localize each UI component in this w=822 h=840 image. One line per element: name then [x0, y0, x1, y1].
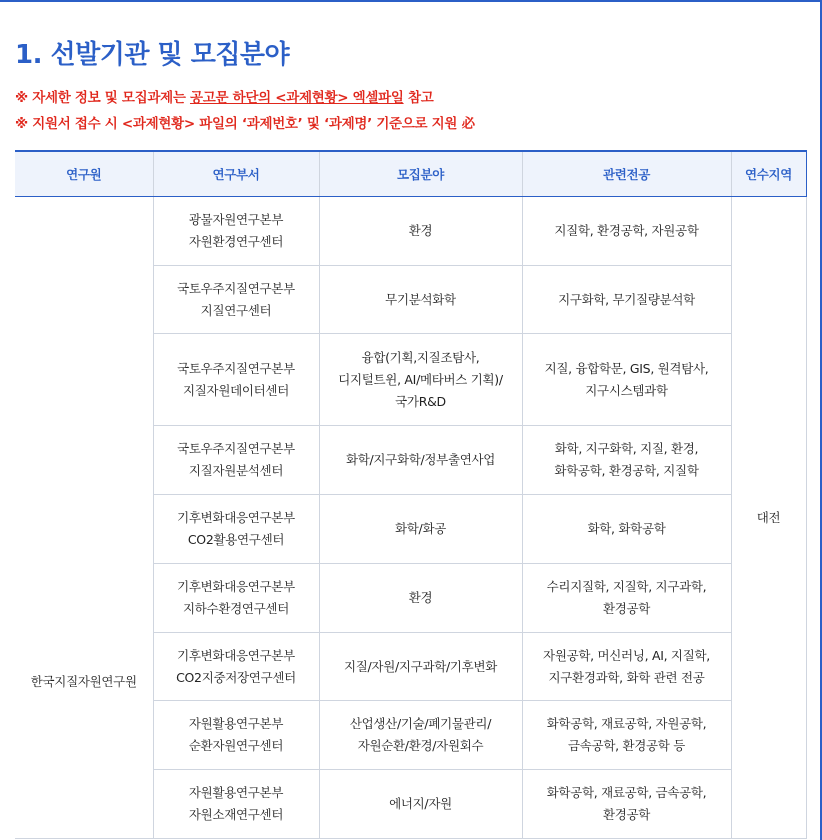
major-line: 화학, 지구화학, 지질, 환경,	[554, 441, 699, 456]
major-cell	[522, 770, 731, 839]
notice-line-1-suffix: 참고	[403, 90, 434, 106]
major-line: 지구화학, 무기질량분석학	[558, 291, 695, 307]
major-line: 화학공학, 환경공학, 지질학	[554, 463, 699, 478]
department-line: 국토우주지질연구본부	[177, 280, 295, 296]
major-cell	[522, 266, 731, 334]
header-major: 관련전공	[522, 151, 731, 197]
major-cell	[522, 564, 731, 633]
notice-line-1-prefix: ※ 자세한 정보 및 모집과제는	[15, 90, 190, 106]
field-line: 국가R&D	[395, 393, 446, 409]
major-line: 지질학, 환경공학, 자원공학	[554, 223, 699, 238]
field-line: 지질/자원/지구과학/기후변화	[343, 658, 498, 674]
major-line: 수리지질학, 지질학, 지구과학,	[546, 579, 707, 594]
department-cell	[153, 495, 319, 564]
header-institute: 연구원	[15, 151, 153, 197]
field-line: 자원순환/환경/자원회수	[357, 738, 484, 753]
department-line: 국토우주지질연구본부	[177, 441, 295, 456]
field-cell	[319, 564, 522, 633]
table-header-row	[15, 151, 806, 197]
header-department: 연구부서	[153, 151, 319, 197]
major-line: 자원공학, 머신러닝, AI, 지질학,	[543, 647, 710, 663]
department-cell	[153, 426, 319, 495]
department-cell	[153, 564, 319, 633]
header-field: 모집분야	[319, 151, 522, 197]
institute-cell: 한국지질자원연구원	[15, 197, 153, 839]
header-region: 연수지역	[731, 151, 806, 197]
major-cell	[522, 334, 731, 426]
department-subline: 순환자원연구센터	[188, 738, 284, 753]
department-cell	[153, 334, 319, 426]
major-cell	[522, 633, 731, 701]
major-cell	[522, 495, 731, 564]
department-line: 기후변화대응연구본부	[177, 579, 295, 594]
major-line: 지질, 융합학문, GIS, 원격탐사,	[544, 360, 709, 376]
field-line: 환경	[408, 590, 433, 605]
field-cell	[319, 197, 522, 266]
major-line: 지구시스템과학	[585, 382, 668, 398]
field-cell	[319, 701, 522, 770]
department-subline: 자원환경연구센터	[188, 234, 284, 249]
department-cell	[153, 701, 319, 770]
department-line: 기후변화대응연구본부	[177, 510, 295, 525]
field-cell	[319, 633, 522, 701]
major-line: 환경공학	[602, 807, 651, 822]
region-cell: 대전	[731, 197, 806, 839]
department-cell	[153, 770, 319, 839]
field-line: 에너지/자원	[389, 796, 452, 811]
department-cell	[153, 197, 319, 266]
field-cell	[319, 495, 522, 564]
field-line: 산업생산/기술/폐기물관리/	[349, 716, 492, 731]
frame-top-border	[0, 0, 822, 2]
major-cell	[522, 197, 731, 266]
notice-line-2: ※ 지원서 접수 시 <과제현황> 파일의 ‘과제번호’ 및 ‘과제명’ 기준으로 지원 必	[15, 116, 475, 132]
field-cell	[319, 266, 522, 334]
section-title: 1. 선발기관 및 모집분야	[15, 40, 290, 70]
major-line: 화학공학, 재료공학, 금속공학,	[546, 785, 707, 800]
major-line: 화학공학, 재료공학, 자원공학,	[546, 716, 707, 731]
department-subline: CO2지중저장연구센터	[176, 669, 296, 685]
field-cell	[319, 334, 522, 426]
recruitment-table	[15, 150, 807, 839]
major-cell	[522, 701, 731, 770]
field-line: 융합(기획,지질조탐사,	[361, 349, 480, 365]
major-line: 지구환경과학, 화학 관련 전공	[548, 669, 705, 685]
department-line: 자원활용연구본부	[188, 716, 284, 731]
major-line: 금속공학, 환경공학 등	[568, 738, 685, 753]
notice-line-1-link-text: 공고문 하단의 <과제현황> 엑셀파일	[189, 90, 404, 106]
department-subline: 지질자원데이터센터	[183, 382, 289, 398]
major-line: 환경공학	[602, 601, 651, 616]
notice-line-1	[15, 86, 433, 106]
department-cell	[153, 266, 319, 334]
major-line: 화학, 화학공학	[587, 521, 666, 536]
department-line: 기후변화대응연구본부	[177, 647, 295, 663]
department-subline: 지질연구센터	[200, 302, 272, 318]
field-cell	[319, 770, 522, 839]
field-line: 화학/지구화학/정부출연사업	[345, 452, 496, 467]
department-subline: 지질자원분석센터	[188, 463, 284, 478]
major-cell	[522, 426, 731, 495]
department-subline: 자원소재연구센터	[188, 807, 284, 822]
field-line: 환경	[408, 223, 433, 238]
field-cell	[319, 426, 522, 495]
department-line: 국토우주지질연구본부	[177, 360, 295, 376]
department-cell	[153, 633, 319, 701]
table-row	[15, 197, 806, 266]
department-subline: CO2활용연구센터	[187, 532, 285, 547]
department-subline: 지하수환경연구센터	[183, 601, 289, 616]
department-line: 광물자원연구본부	[188, 212, 284, 227]
field-line: 디지털트윈, AI/메타버스 기획)/	[338, 371, 503, 387]
field-line: 화학/화공	[394, 521, 446, 536]
department-line: 자원활용연구본부	[188, 785, 284, 800]
field-line: 무기분석화학	[385, 291, 456, 307]
